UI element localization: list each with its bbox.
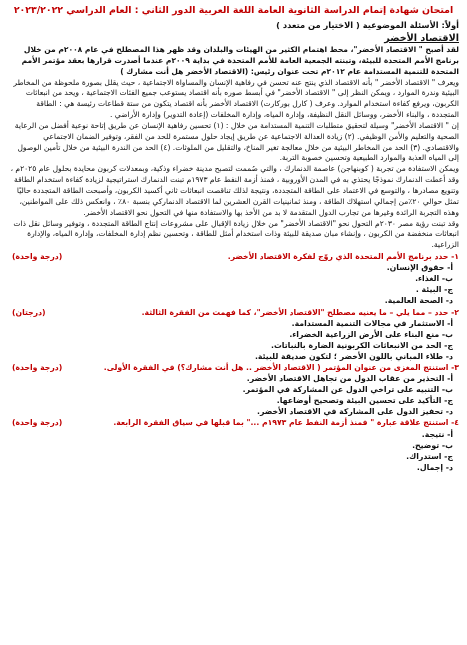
question-2-text: حدد – مما يلي – ما يعنيه مصطلح "الاقتصاد الأخضر"، كما فهمت من الفقرة الثالثة. — [141, 307, 449, 317]
question-4-option-a[interactable]: أ- نتيجة. — [421, 429, 453, 439]
question-3 — [8, 362, 459, 417]
exam-page — [8, 0, 459, 473]
question-3-option-c[interactable]: ج- التأكيد على تحسين البيئة وتصحيح أوضاعها. — [276, 396, 453, 406]
question-3-score: (درجة واحدة) — [12, 362, 63, 372]
question-1-text: حدد برنامج الأمم المتحدة الذي روّج لفكرة الاقتصاد الأخضر. — [227, 252, 449, 262]
question-2-score: (درجتان) — [12, 307, 46, 317]
question-2-option-c[interactable]: ج- الحد من الانبعاثات الكربونية الضارة بالنباتات. — [271, 340, 453, 350]
passage-paragraph-3: إن " الاقتصاد الأخضر" وسيلة لتحقيق متطلبات التنمية المستدامة من خلال : (١) تحسين رفاهية الإنسان عن طريق إتاحة نوعية أفضل من الرعاية الصحية والتعليم والأمن الوظيفي. (٢) زيادة العدالة الاجتماعية عن طريق إيجاد حلول مستمرة للحد من الفقر، وتوفير الضمان الاجتماعي والاقتصادي. (٣) الحد من المخاطر البيئية من خلال معالجة تغير المناخ، والتقليل من الملوثات. (٤) الحد من الندرة البيئية من خلال تأمين الوصول إلى المياه العذبة والموارد الطبيعية وتحسين خصوبة التربة. — [14, 120, 459, 163]
question-4-text: استنتج علاقة عبارة " فمنذ أزمة النفط عام ١٩٧٣م ..." بما قبلها في سياق الفقرة الرابعة. — [113, 418, 449, 428]
question-1-option-c[interactable]: ج- البيئة . — [415, 285, 453, 295]
question-3-text: استنتج المغزى من عنوان المؤتمر ( الاقتصاد الأخضر .. هل أنت مشارك؟) في الفقرة الأولى. — [103, 362, 449, 372]
question-4 — [8, 417, 459, 472]
question-4-score: (درجة واحدة) — [12, 418, 63, 428]
question-2-option-d[interactable]: د- طلاء المباني باللون الأخضر ؛ لتكون صديقة للبيئة. — [254, 351, 453, 361]
question-1-score: (درجة واحدة) — [12, 252, 63, 262]
question-3-number: ٣ — [454, 362, 459, 372]
passage-paragraph-1: لقد أصبح " الاقتصاد الأخضر"، محط اهتمام الكثير من الهيئات والبلدان وقد ظهر هذا المصطلح في عام ٢٠٠٨م من خلال برنامج الأمم المتحدة للبيئة، وتبنته الجمعية العامة للأمم المتحدة في بداية ٢٠٠٩م عندما أصدرت قرارها بعقد مؤتمر الأمم المتحدة للتنمية المستدامة عام ٢٠١٢م تحت عنوان رئيس: (الاقتصاد الأخضر هل أنت مشارك ) — [21, 45, 459, 76]
exam-title: امتحان شهادة إتمام الدراسة الثانوية العامة اللغة العربية الدور الثاني : العام الدراسي ٢٠٢٣/٢٠٢٢ — [13, 5, 454, 16]
question-2-option-b[interactable]: ب- منع البناء على الأرض الزراعية الخضراء. — [289, 329, 453, 339]
question-3-option-b[interactable]: ب- التنبيه على تراخي الدول عن المشاركة في المؤتمر. — [242, 385, 453, 395]
question-4-option-b[interactable]: ب- توضيح. — [412, 440, 453, 450]
question-1-number: ١ — [454, 252, 459, 262]
question-2 — [8, 307, 459, 362]
question-3-option-a[interactable]: أ- التحذير من عقاب الدول من تجاهل الاقتصاد الأخضر. — [246, 374, 453, 384]
question-1 — [8, 251, 459, 306]
question-3-option-d[interactable]: د- تحفيز الدول على المشاركة في الاقتصاد الأخضر. — [257, 407, 453, 417]
question-1-option-b[interactable]: ب- الغذاء. — [415, 274, 453, 284]
question-4-option-c[interactable]: ج- استدراك. — [406, 451, 453, 461]
question-2-number: ٢ — [454, 307, 459, 317]
question-4-number: ٤ — [454, 418, 459, 428]
passage-title: الاقتصاد الأخضر — [384, 33, 459, 44]
question-2-option-a[interactable]: أ- الاستثمار في مجالات التنمية المستدامة. — [291, 318, 453, 328]
section-label: أولاً: الأسئلة الموضوعية ( الاختيار من متعدد ) — [276, 20, 459, 30]
question-1-option-d[interactable]: د- الصحة العالمية. — [384, 296, 453, 306]
passage-paragraph-4: ويمكن الاستفادة من تجربة ( كوبنهاجن) عاصمة الدنمارك ، والتي صُممت لتصبح مدينة خضراء وذكية، وبمعدلات كربون محايدة بحلول عام ٢٠٢٥م ، وقد أعطت الدنمارك نموذجًا يحتذي به في المدن الأوروبية ، فمنذ أزمة النفط عام ١٩٧٣م تبنت الدنمارك استراتيجية لزيادة كفاءة استخدام الطاقة وتنويع مصادرها ، والتوسع في الاعتماد على الطاقة المتجددة، ونتيجة لذلك تناقصت انبعاثات ثاني أكسيد الكربون، وأصبحت الطاقة المتجددة حاليًا تمثل حوالي ٢٠٪من إجمالي استهلاك الطاقة ، ومنذ ثمانينيات القرن العشرين لما الاقتصاد الدنماركي بنسبة ٨٠٪ ، وانعكس ذلك على المواطنين، وهذه التجربة الرائدة وغيرها من تجارب الدول المتقدمة لا بد من الأخذ بها والاستفادة منها في التحول نحو الاقتصاد الأخضر. — [10, 164, 459, 217]
question-1-stem: ١- حدد برنامج الأمم المتحدة الذي روّج لفكرة الاقتصاد الأخضر. (درجة واحدة) — [12, 252, 459, 262]
question-1-option-a[interactable]: أ- حقوق الإنسان. — [386, 263, 453, 273]
question-3-stem: ٣- استنتج المغزى من عنوان المؤتمر ( الاقتصاد الأخضر .. هل أنت مشارك؟) في الفقرة الأولى. (درجة واحدة) — [12, 362, 459, 372]
question-4-stem: ٤- استنتج علاقة عبارة " فمنذ أزمة النفط عام ١٩٧٣م ..." بما قبلها في سياق الفقرة الرابعة. (درجة واحدة) — [12, 418, 459, 428]
passage-paragraph-2: ويعرف " الاقتصاد الأخضر " بأنه الاقتصاد الذي ينتج عنه تحسن في رفاهية الإنسان والمساواة الاجتماعية ، حيث يقلل بصورة ملحوظة من المخاطر البيئية وندرة الموارد ، ويمكن النظر إلى " الاقتصاد الأخضر" في أبسط صوره بأنه اقتصاد يستوعب جميع الفئات الاجتماعية ، ويحد من انبعاثات الكربون، ويرفع كفاءة استخدام الموارد. وعرف ( كارل بوركارت) الاقتصاد الأخضر بأنه اقتصاد يتكون من ستة قطاعات رئيسة هي : الطاقة المتجددة ، والبناء الأخضر، ووسائل النقل النظيفة، وإدارة المياه، وإدارة المخلفات (إعادة التدوير) وإدارة الأراضي . — [13, 77, 459, 120]
passage-paragraph-5: وقد تبنت رؤية مصر ٢٠٣٠م التحول نحو "الاقتصاد الأخضر" من خلال زيادة الإقبال على مشروعات إنتاج الطاقة المتجددة ، وتوفير وسائل نقل ذات انبعاثات منخفضة من الكربون ، وإنشاء مبان صديقة للبيئة وذات استخدام أمثل للطاقة ، وتحسين نظم إدارة المخلفات، وإدارة المياه، والإدارة الزراعية. — [13, 218, 459, 250]
question-2-stem: ٢- حدد – مما يلي – ما يعنيه مصطلح "الاقتصاد الأخضر"، كما فهمت من الفقرة الثالثة. (درجتان) — [12, 307, 459, 317]
question-4-option-d[interactable]: د- إجمال. — [416, 462, 453, 472]
